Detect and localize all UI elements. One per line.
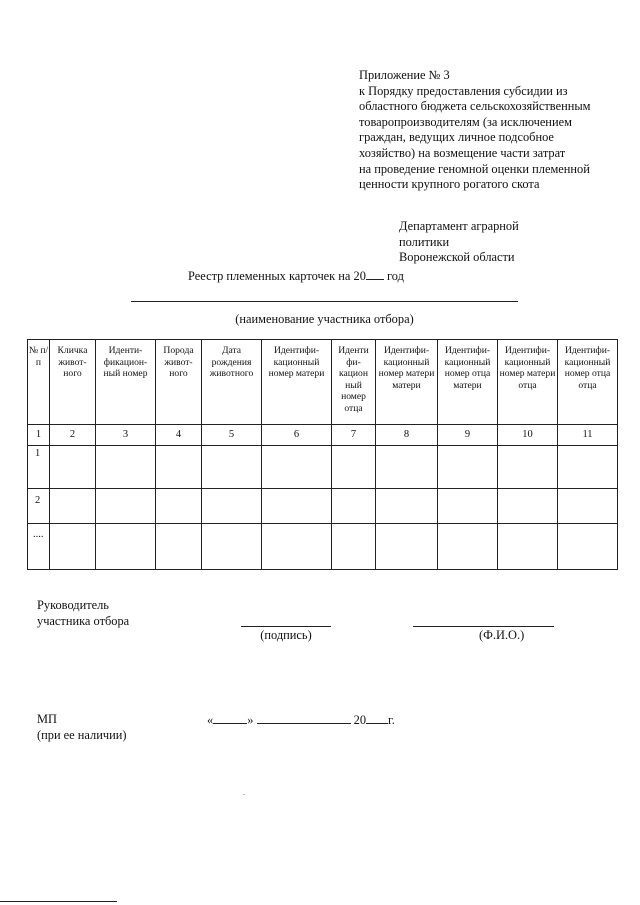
- column-number: 8: [376, 425, 438, 446]
- annex-line: Приложение № 3: [359, 68, 450, 82]
- header-cell: Кличка живот-ного: [50, 340, 96, 425]
- signatory-label: [37, 598, 129, 629]
- table-cell[interactable]: [438, 524, 498, 570]
- department-line: Департамент аграрной: [399, 219, 519, 233]
- signature-line[interactable]: [241, 626, 331, 627]
- date-open-quote: «: [207, 713, 214, 727]
- header-cell: Иденти фи-кацион ный номер отца: [332, 340, 376, 425]
- register-title-suffix: год: [387, 269, 404, 283]
- table-cell[interactable]: [262, 446, 332, 489]
- table-cell[interactable]: [332, 489, 376, 524]
- scan-speck: [243, 794, 245, 795]
- column-number-row: [28, 425, 618, 446]
- table-cell[interactable]: [156, 524, 202, 570]
- table-cell[interactable]: [498, 446, 558, 489]
- date-line: [207, 712, 395, 728]
- register-title: [0, 268, 640, 284]
- annex-block: [359, 68, 629, 193]
- full-name-caption: (Ф.И.О.): [479, 628, 525, 642]
- table-cell[interactable]: [156, 446, 202, 489]
- table-cell[interactable]: [376, 446, 438, 489]
- stamp-note: (при ее наличии): [37, 727, 127, 742]
- full-name-line[interactable]: [413, 626, 554, 627]
- table-cell[interactable]: [96, 446, 156, 489]
- table-cell[interactable]: [202, 524, 262, 570]
- table-cell[interactable]: [202, 489, 262, 524]
- table-cell[interactable]: [156, 489, 202, 524]
- table-cell[interactable]: [262, 524, 332, 570]
- column-number: 5: [202, 425, 262, 446]
- header-cell: Порода живот-ного: [156, 340, 202, 425]
- year-blank[interactable]: [366, 268, 384, 280]
- date-close-quote: »: [247, 713, 254, 727]
- column-number: 6: [262, 425, 332, 446]
- table-row: [28, 524, 618, 570]
- participant-name-line[interactable]: [131, 301, 518, 302]
- year-short-blank[interactable]: [366, 712, 388, 724]
- column-number: 11: [558, 425, 618, 446]
- header-cell: Идентифи-кационный номер матери: [262, 340, 332, 425]
- stamp-block: [37, 712, 126, 743]
- department-line: политики: [399, 234, 450, 249]
- table-cell[interactable]: [438, 446, 498, 489]
- header-cell: Идентифи-кационный номер отца отца: [558, 340, 618, 425]
- full-name-caption-wrap: [413, 628, 623, 643]
- register-title-prefix: Реестр племенных карточек на 20: [188, 269, 366, 283]
- table-cell[interactable]: [50, 489, 96, 524]
- department-block: [399, 219, 519, 266]
- annex-line: областного бюджета сельскохозяйственным: [359, 99, 591, 114]
- header-cell: Идентифи-кационный номер отца матери: [438, 340, 498, 425]
- table-cell[interactable]: [50, 446, 96, 489]
- annex-line: к Порядку предоставления субсидии из: [359, 83, 568, 98]
- table-cell[interactable]: [438, 489, 498, 524]
- signatory-label-line: Руководитель: [37, 598, 109, 612]
- header-cell: Иденти-фикацион-ный номер: [96, 340, 156, 425]
- column-number: 2: [50, 425, 96, 446]
- row-index: 2: [28, 489, 50, 524]
- column-number: 9: [438, 425, 498, 446]
- day-blank[interactable]: [213, 712, 247, 724]
- table-cell[interactable]: [376, 524, 438, 570]
- table-cell[interactable]: [332, 524, 376, 570]
- table-cell[interactable]: [558, 524, 618, 570]
- column-number: 3: [96, 425, 156, 446]
- row-index: ....: [28, 524, 50, 570]
- column-number: 1: [28, 425, 50, 446]
- table-cell[interactable]: [498, 489, 558, 524]
- annex-line: граждан, ведущих личное подсобное: [359, 130, 554, 145]
- table-cell[interactable]: [332, 446, 376, 489]
- department-line: Воронежской области: [399, 250, 515, 265]
- annex-line: на проведение геномной оценки племенной: [359, 161, 590, 176]
- table-cell[interactable]: [262, 489, 332, 524]
- table-cell[interactable]: [50, 524, 96, 570]
- table-row: [28, 489, 618, 524]
- signatory-label-line: участника отбора: [37, 613, 130, 628]
- table-cell[interactable]: [202, 446, 262, 489]
- column-number: 10: [498, 425, 558, 446]
- annex-line: хозяйство) на возмещение части затрат: [359, 145, 566, 160]
- table-cell[interactable]: [96, 524, 156, 570]
- row-index: 1: [28, 446, 50, 489]
- date-year-prefix: 20: [353, 713, 367, 727]
- header-cell: Идентифи-кационный номер матери матери: [376, 340, 438, 425]
- table-row: [28, 446, 618, 489]
- footnote-rule: [0, 901, 117, 902]
- date-year-suffix: г.: [388, 713, 395, 727]
- table-cell[interactable]: [376, 489, 438, 524]
- table-cell[interactable]: [558, 489, 618, 524]
- annex-line: товаропроизводителям (за исключением: [359, 114, 572, 129]
- annex-line: ценности крупного рогатого скота: [359, 177, 540, 192]
- header-cell: Дата рождения животного: [202, 340, 262, 425]
- stamp-label: МП: [37, 712, 57, 726]
- register-table: [27, 339, 618, 570]
- table-header-row: [28, 340, 618, 425]
- table-cell[interactable]: [96, 489, 156, 524]
- header-cell: Идентифи-кационный номер матери отца: [498, 340, 558, 425]
- column-number: 4: [156, 425, 202, 446]
- table-cell[interactable]: [498, 524, 558, 570]
- header-cell: № п/п: [28, 340, 50, 425]
- participant-caption: (наименование участника отбора): [235, 312, 414, 326]
- month-blank[interactable]: [257, 712, 351, 724]
- signature-caption: (подпись): [260, 628, 312, 642]
- table-cell[interactable]: [558, 446, 618, 489]
- column-number: 7: [332, 425, 376, 446]
